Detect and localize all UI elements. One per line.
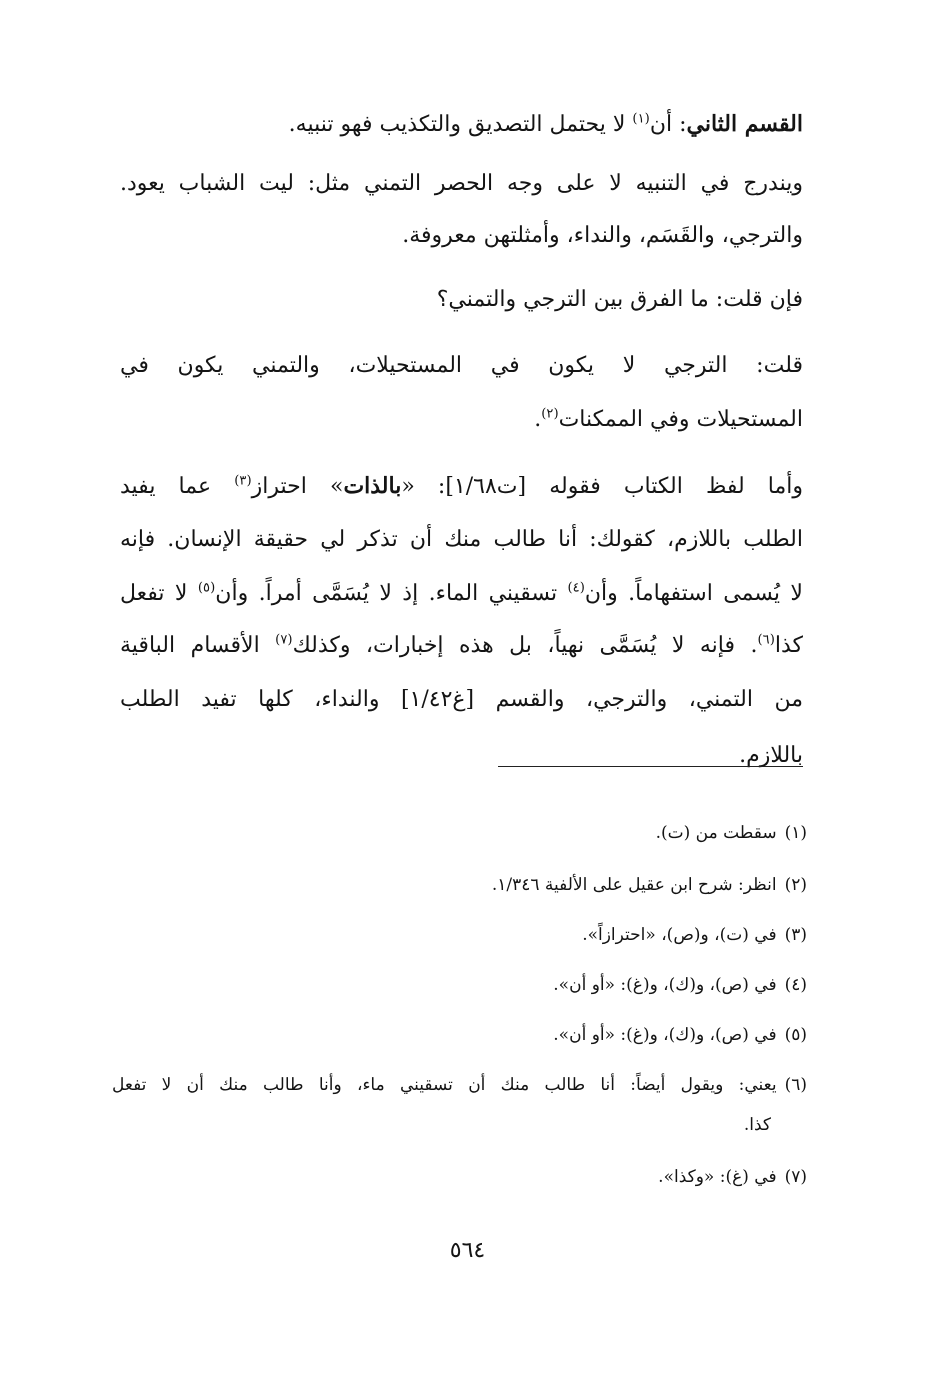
section-heading: القسم الثاني: [686, 111, 803, 137]
footnote-number: (٢): [784, 875, 807, 895]
footnote-number: (٣): [784, 925, 807, 945]
footnote-ref-2[interactable]: (٢): [541, 406, 559, 422]
footnote-1: [112, 818, 807, 848]
body-line-4: فإن قلت: ما الفرق بين الترجي والتمني؟: [436, 287, 803, 312]
footnote-ref-4[interactable]: (٤): [567, 580, 585, 596]
footnote-text: في (غ): «وكذا».: [658, 1167, 777, 1187]
footnote-ref-1[interactable]: (١): [632, 111, 650, 127]
body-line-1: القسم الثاني: أن$^{(١)}$ لا يحتمل التصديق والتكذيب فهو تنبيه.: [288, 111, 803, 137]
footnote-number: (٥): [784, 1025, 807, 1045]
footnote-ref-7[interactable]: (٧): [275, 632, 293, 648]
footnote-ref-3[interactable]: (٣): [234, 473, 252, 489]
footnote-text: سقطت من (ت).: [655, 823, 777, 843]
footnote-6: [112, 1070, 807, 1100]
footnote-5: [112, 1020, 807, 1050]
body-line-5: قلت: الترجي لا يكون في المستحيلات، والتمني يكون في: [120, 353, 803, 378]
quoted-term: بالذات: [343, 473, 402, 499]
footnote-number: (٤): [784, 975, 807, 995]
body-line-8: الطلب باللازم، كقولك: أنا طالب منك أن تذكر لي حقيقة الإنسان. فإنه: [120, 527, 803, 552]
footnote-number: (٧): [784, 1167, 807, 1187]
body-line-11: من التمني، والترجي، والقسم [غ١/٤٢] والنداء، كلها تفيد الطلب: [120, 687, 803, 712]
footnote-number: (١): [784, 823, 807, 843]
page-number: ٥٦٤: [449, 1238, 486, 1263]
footnote-number: (٦): [784, 1075, 807, 1095]
footnote-text: في (ص)، و(ك)، و(غ): «أو أن».: [553, 1025, 777, 1045]
footnote-separator: [498, 766, 803, 767]
body-line-3: والترجي، والقَسَم، والنداء، وأمثلتهن معروفة.: [402, 223, 803, 248]
footnote-ref-5[interactable]: (٥): [197, 580, 216, 596]
body-line-9: لا يُسمى استفهاماً. وأن$^{(٤)}$ تسقيني الماء. إذ لا يُسَمَّى أمراً. وأن$^{(٥)}$ لا تفعل: [120, 580, 803, 606]
body-line-7: وأما لفظ الكتاب فقوله [ت١/٦٨]: «بالذات» احتراز$^{(٣)}$ عما يفيد: [120, 473, 804, 499]
footnote-text: في (ص)، و(ك)، و(غ): «أو أن».: [553, 975, 777, 995]
footnote-text: في (ت)، و(ص)، «احترازاً».: [582, 925, 777, 945]
footnote-3: [112, 920, 807, 950]
footnote-6-continuation: كذا.: [743, 1115, 771, 1135]
footnote-7: [112, 1162, 807, 1192]
footnote-2: [112, 870, 807, 900]
footnote-text: يعني: ويقول أيضاً: أنا طالب منك أن تسقيني ماء، وأنا طالب منك أن لا تفعل: [112, 1075, 777, 1095]
body-line-12: باللازم.: [739, 743, 803, 768]
footnote-text: انظر: شرح ابن عقيل على الألفية ١/٣٤٦.: [491, 875, 777, 895]
body-line-6: المستحيلات وفي الممكنات$^{(٢)}$.: [534, 406, 803, 432]
footnote-4: [112, 970, 807, 1000]
body-line-2: ويندرج في التنبيه لا على وجه الحصر التمني مثل: ليت الشباب يعود.: [120, 171, 803, 196]
body-line-10: كذا$^{(٦)}$. فإنه لا يُسَمَّى نهياً، بل هذه إخبارات، وكذلك$^{(٧)}$ الأقسام الباقية: [120, 632, 803, 658]
footnote-ref-6[interactable]: (٦): [757, 632, 775, 648]
